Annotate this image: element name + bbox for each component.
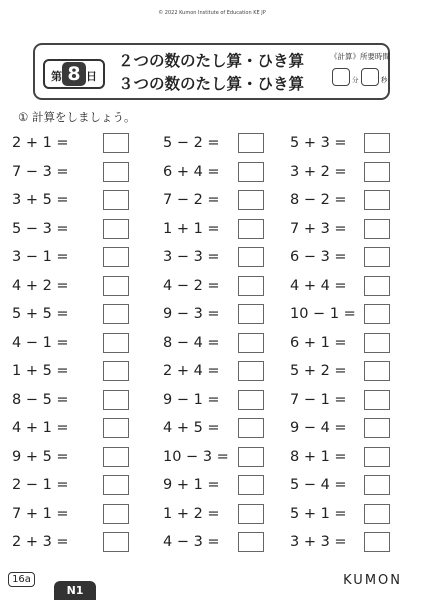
problem-expression: 8 − 5 = — [12, 392, 69, 408]
day-suffix: 日 — [86, 70, 97, 83]
problem-row — [12, 361, 129, 381]
problem-row — [290, 162, 390, 182]
answer-box[interactable] — [238, 532, 264, 552]
answer-box[interactable] — [103, 276, 129, 296]
answer-box[interactable] — [103, 133, 129, 153]
problem-expression: 7 − 1 = — [290, 392, 347, 408]
problem-row — [12, 475, 129, 495]
problem-row — [290, 133, 390, 153]
problem-row — [163, 247, 264, 267]
problem-row — [163, 390, 264, 410]
problem-expression: 7 + 3 = — [290, 221, 347, 237]
answer-box[interactable] — [364, 219, 390, 239]
answer-box[interactable] — [364, 390, 390, 410]
problem-row — [163, 162, 264, 182]
answer-box[interactable] — [364, 447, 390, 467]
problem-row — [12, 447, 129, 467]
worksheet-header — [33, 43, 390, 100]
problem-row — [290, 504, 390, 524]
answer-box[interactable] — [238, 333, 264, 353]
problem-expression: 5 − 3 = — [12, 221, 69, 237]
answer-box[interactable] — [103, 190, 129, 210]
problem-expression: 7 − 3 = — [12, 164, 69, 180]
problem-expression: 8 − 4 = — [163, 335, 220, 351]
problem-row — [12, 219, 129, 239]
problem-row — [290, 304, 390, 324]
seconds-input[interactable] — [361, 68, 379, 86]
problem-row — [12, 390, 129, 410]
time-required-label: 《計算》所要時間 — [330, 52, 390, 61]
problem-row — [290, 247, 390, 267]
problem-row — [12, 418, 129, 438]
problem-expression: 10 − 3 = — [163, 449, 229, 465]
problem-expression: 4 + 4 = — [290, 278, 347, 294]
problem-row — [163, 304, 264, 324]
answer-box[interactable] — [103, 219, 129, 239]
problem-row — [12, 532, 129, 552]
problem-expression: 5 + 2 = — [290, 363, 347, 379]
answer-box[interactable] — [364, 475, 390, 495]
problem-expression: 9 + 1 = — [163, 477, 220, 493]
answer-box[interactable] — [103, 475, 129, 495]
answer-box[interactable] — [238, 447, 264, 467]
problem-expression: 4 − 3 = — [163, 534, 220, 550]
answer-box[interactable] — [103, 333, 129, 353]
problem-expression: 2 + 4 = — [163, 363, 220, 379]
problem-expression: 7 − 2 = — [163, 192, 220, 208]
answer-box[interactable] — [238, 390, 264, 410]
problem-row — [12, 304, 129, 324]
problem-row — [290, 390, 390, 410]
answer-box[interactable] — [364, 162, 390, 182]
problem-row — [290, 532, 390, 552]
problem-row — [163, 475, 264, 495]
problem-expression: 10 − 1 = — [290, 306, 356, 322]
day-number-box — [43, 59, 105, 89]
problem-row — [12, 333, 129, 353]
problem-expression: 2 + 3 = — [12, 534, 69, 550]
problem-expression: 9 + 5 = — [12, 449, 69, 465]
problem-expression: 4 + 5 = — [163, 420, 220, 436]
problem-expression: 6 − 3 = — [290, 249, 347, 265]
answer-box[interactable] — [103, 447, 129, 467]
problem-expression: 3 − 3 = — [163, 249, 220, 265]
answer-box[interactable] — [364, 418, 390, 438]
problem-row — [290, 219, 390, 239]
problem-expression: 1 + 2 = — [163, 506, 220, 522]
answer-box[interactable] — [364, 247, 390, 267]
brand-logo: KUMON — [343, 573, 402, 588]
answer-box[interactable] — [103, 304, 129, 324]
problem-expression: 7 + 1 = — [12, 506, 69, 522]
minutes-input[interactable] — [332, 68, 350, 86]
problem-expression: 2 + 1 = — [12, 135, 69, 151]
title-line-1: ２つの数のたし算・ひき算 — [118, 52, 305, 70]
problem-row — [163, 190, 264, 210]
problem-row — [12, 162, 129, 182]
answer-box[interactable] — [238, 504, 264, 524]
day-prefix: 第 — [51, 70, 62, 83]
problem-row — [290, 333, 390, 353]
problem-row — [163, 418, 264, 438]
problem-row — [12, 247, 129, 267]
problem-expression: 4 − 2 = — [163, 278, 220, 294]
answer-box[interactable] — [103, 247, 129, 267]
answer-box[interactable] — [238, 304, 264, 324]
problem-row — [163, 276, 264, 296]
answer-box[interactable] — [364, 361, 390, 381]
answer-box[interactable] — [238, 418, 264, 438]
answer-box[interactable] — [103, 504, 129, 524]
problem-row — [163, 447, 264, 467]
level-tab: N1 — [54, 581, 96, 600]
problem-expression: 1 + 5 = — [12, 363, 69, 379]
answer-box[interactable] — [364, 532, 390, 552]
answer-box[interactable] — [238, 219, 264, 239]
answer-box[interactable] — [238, 190, 264, 210]
answer-box[interactable] — [364, 190, 390, 210]
answer-box[interactable] — [238, 475, 264, 495]
answer-box[interactable] — [238, 162, 264, 182]
problem-expression: 5 + 5 = — [12, 306, 69, 322]
problem-expression: 3 + 3 = — [290, 534, 347, 550]
problem-expression: 4 + 2 = — [12, 278, 69, 294]
problem-row — [290, 276, 390, 296]
problem-row — [290, 190, 390, 210]
problem-expression: 6 + 1 = — [290, 335, 347, 351]
problem-row — [163, 532, 264, 552]
problem-expression: 4 − 1 = — [12, 335, 69, 351]
answer-box[interactable] — [103, 418, 129, 438]
answer-box[interactable] — [103, 532, 129, 552]
problem-expression: 9 − 4 = — [290, 420, 347, 436]
problem-expression: 1 + 1 = — [163, 221, 220, 237]
problem-row — [12, 276, 129, 296]
answer-box[interactable] — [238, 276, 264, 296]
problem-expression: 6 + 4 = — [163, 164, 220, 180]
problem-expression: 8 − 2 = — [290, 192, 347, 208]
title-line-2: ３つの数のたし算・ひき算 — [118, 75, 305, 93]
day-number: 8 — [62, 62, 86, 86]
problem-row — [163, 333, 264, 353]
problem-expression: 3 + 2 = — [290, 164, 347, 180]
problem-row — [163, 219, 264, 239]
seconds-unit: 秒 — [381, 76, 388, 84]
problem-row — [290, 418, 390, 438]
answer-box[interactable] — [364, 504, 390, 524]
answer-box[interactable] — [103, 361, 129, 381]
problem-expression: 3 − 1 = — [12, 249, 69, 265]
answer-box[interactable] — [364, 276, 390, 296]
answer-box[interactable] — [238, 133, 264, 153]
problem-expression: 2 − 1 = — [12, 477, 69, 493]
problem-expression: 4 + 1 = — [12, 420, 69, 436]
problem-row — [12, 190, 129, 210]
problem-row — [290, 475, 390, 495]
minutes-unit: 分 — [352, 76, 359, 84]
answer-box[interactable] — [364, 133, 390, 153]
answer-box[interactable] — [364, 304, 390, 324]
problem-expression: 3 + 5 = — [12, 192, 69, 208]
problem-row — [163, 504, 264, 524]
answer-box[interactable] — [103, 162, 129, 182]
problem-expression: 8 + 1 = — [290, 449, 347, 465]
problem-expression: 5 + 1 = — [290, 506, 347, 522]
problem-row — [12, 504, 129, 524]
problem-row — [163, 361, 264, 381]
problem-row — [290, 361, 390, 381]
problem-expression: 5 + 3 = — [290, 135, 347, 151]
answer-box[interactable] — [364, 333, 390, 353]
problem-expression: 9 − 1 = — [163, 392, 220, 408]
problem-row — [163, 133, 264, 153]
answer-box[interactable] — [238, 361, 264, 381]
instruction-text: ① 計算をしましょう。 — [18, 110, 136, 124]
problem-row — [12, 133, 129, 153]
problem-expression: 5 − 2 = — [163, 135, 220, 151]
problem-expression: 5 − 4 = — [290, 477, 347, 493]
page-badge: 16a — [8, 572, 35, 587]
answer-box[interactable] — [103, 390, 129, 410]
problem-expression: 9 − 3 = — [163, 306, 220, 322]
answer-box[interactable] — [238, 247, 264, 267]
copyright-notice: © 2022 Kumon Institute of Education KE JP — [158, 10, 266, 16]
problem-row — [290, 447, 390, 467]
